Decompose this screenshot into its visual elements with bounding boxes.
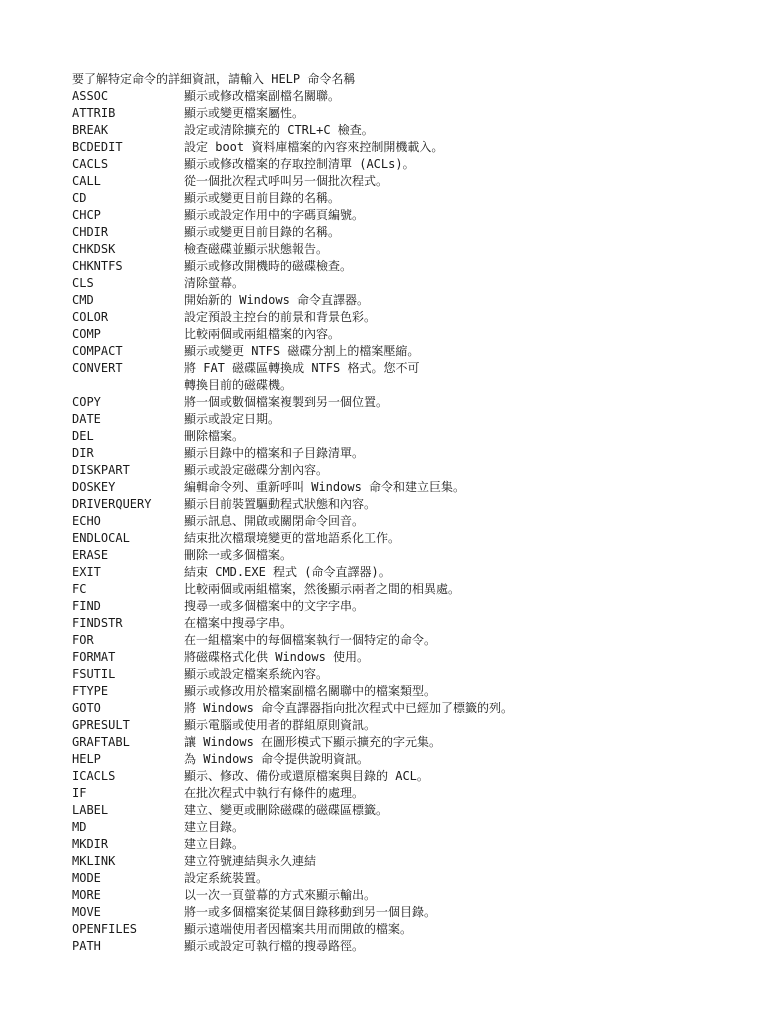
command-description	[184, 819, 752, 836]
command-name: FOR	[72, 633, 94, 647]
command-row	[72, 751, 752, 768]
command-description	[184, 513, 752, 530]
command-description	[184, 530, 752, 547]
command-name: CHCP	[72, 208, 101, 222]
command-description-line: 建立、變更或刪除磁碟的磁碟區標籤。	[184, 803, 389, 817]
command-name: COMP	[72, 327, 101, 341]
command-description	[184, 717, 752, 734]
command-description	[184, 700, 752, 717]
command-description-line: 清除螢幕。	[184, 276, 245, 290]
command-row	[72, 139, 752, 156]
command-description	[184, 751, 752, 768]
command-description	[184, 785, 752, 802]
command-row	[72, 598, 752, 615]
command-row	[72, 88, 752, 105]
command-row	[72, 513, 752, 530]
command-name: FORMAT	[72, 650, 116, 664]
command-description-line: 顯示或修改檔案副檔名關聯。	[184, 89, 341, 103]
command-name: ERASE	[72, 548, 109, 562]
command-row	[72, 768, 752, 785]
command-row	[72, 122, 752, 139]
command-description-line: 顯示或設定日期。	[184, 412, 281, 426]
command-row	[72, 887, 752, 904]
command-description-line: 從一個批次程式呼叫另一個批次程式。	[184, 174, 389, 188]
command-name: OPENFILES	[72, 922, 138, 936]
command-row	[72, 343, 752, 360]
command-name: GPRESULT	[72, 718, 130, 732]
command-name: FC	[72, 582, 87, 596]
command-description	[184, 292, 752, 309]
command-row	[72, 394, 752, 411]
command-name: CMD	[72, 293, 94, 307]
command-description	[184, 207, 752, 224]
command-name: COLOR	[72, 310, 109, 324]
command-description	[184, 190, 752, 207]
command-description	[184, 921, 752, 938]
command-description	[184, 88, 752, 105]
command-description-line: 顯示遠端使用者因檔案共用而開啟的檔案。	[184, 922, 413, 936]
command-row	[72, 649, 752, 666]
command-description-line: 搜尋一或多個檔案中的文字字串。	[184, 599, 365, 613]
command-name: CHDIR	[72, 225, 109, 239]
command-name: ENDLOCAL	[72, 531, 130, 545]
command-description	[184, 326, 752, 343]
command-name: GRAFTABL	[72, 735, 130, 749]
command-description-line: 比較兩個或兩組檔案的內容。	[184, 327, 341, 341]
command-description-line: 編輯命令列、重新呼叫 Windows 命令和建立巨集。	[184, 480, 466, 494]
command-description	[184, 343, 752, 360]
command-row	[72, 326, 752, 343]
command-description	[184, 853, 752, 870]
command-description	[184, 462, 752, 479]
command-name: ICACLS	[72, 769, 116, 783]
command-name: MD	[72, 820, 87, 834]
command-name: ASSOC	[72, 89, 109, 103]
command-name: ECHO	[72, 514, 101, 528]
command-row	[72, 734, 752, 751]
command-description-line: 顯示或修改開機時的磁碟檢查。	[184, 259, 353, 273]
command-description-line: 刪除檔案。	[184, 429, 245, 443]
command-description-line: 建立目錄。	[184, 820, 245, 834]
command-name: LABEL	[72, 803, 109, 817]
command-description	[184, 547, 752, 564]
command-description	[184, 666, 752, 683]
command-description	[184, 105, 752, 122]
command-name: CALL	[72, 174, 101, 188]
command-description	[184, 904, 752, 921]
command-description-line: 顯示目錄中的檔案和子目錄清單。	[184, 446, 365, 460]
command-name: CHKDSK	[72, 242, 116, 256]
help-document	[72, 71, 752, 955]
command-description	[184, 394, 752, 411]
command-row	[72, 275, 752, 292]
command-description-line: 讓 Windows 在圖形模式下顯示擴充的字元集。	[184, 735, 442, 749]
command-row	[72, 173, 752, 190]
command-row	[72, 292, 752, 309]
command-name: CLS	[72, 276, 94, 290]
command-row	[72, 615, 752, 632]
command-name: MOVE	[72, 905, 101, 919]
command-row	[72, 156, 752, 173]
command-name: DIR	[72, 446, 94, 460]
command-description-line: 顯示或修改用於檔案副檔名關聯中的檔案類型。	[184, 684, 437, 698]
command-description	[184, 598, 752, 615]
command-row	[72, 224, 752, 241]
command-row	[72, 819, 752, 836]
command-name: DEL	[72, 429, 94, 443]
command-description-line: 將 FAT 磁碟區轉換成 NTFS 格式。您不可	[184, 361, 420, 375]
command-description-line: 刪除一或多個檔案。	[184, 548, 293, 562]
command-description	[184, 275, 752, 292]
command-description	[184, 445, 752, 462]
command-row	[72, 632, 752, 649]
command-description	[184, 870, 752, 887]
command-row	[72, 717, 752, 734]
command-row	[72, 564, 752, 581]
command-description-line: 設定系統裝置。	[184, 871, 269, 885]
command-row	[72, 666, 752, 683]
command-name: EXIT	[72, 565, 101, 579]
command-name: CHKNTFS	[72, 259, 123, 273]
command-name: FIND	[72, 599, 101, 613]
command-description-line: 顯示訊息、開啟或關閉命令回音。	[184, 514, 365, 528]
command-row	[72, 496, 752, 513]
command-description-line: 顯示或變更檔案屬性。	[184, 106, 305, 120]
command-description	[184, 224, 752, 241]
command-description-line: 顯示目前裝置驅動程式狀態和內容。	[184, 497, 377, 511]
command-description-line: 結束批次檔環境變更的當地語系化工作。	[184, 531, 401, 545]
command-description	[184, 768, 752, 785]
command-name: GOTO	[72, 701, 101, 715]
command-row	[72, 190, 752, 207]
command-row	[72, 853, 752, 870]
command-description	[184, 496, 752, 513]
command-description	[184, 173, 752, 190]
command-name: BCDEDIT	[72, 140, 123, 154]
command-name: CACLS	[72, 157, 109, 171]
command-row	[72, 258, 752, 275]
command-description	[184, 139, 752, 156]
command-name: DATE	[72, 412, 101, 426]
command-name: PATH	[72, 939, 101, 953]
command-description-line: 將磁碟格式化供 Windows 使用。	[184, 650, 370, 664]
command-name: MKLINK	[72, 854, 116, 868]
command-description	[184, 938, 752, 955]
command-description	[184, 615, 752, 632]
command-row	[72, 802, 752, 819]
command-description-line: 顯示或修改檔案的存取控制清單 (ACLs)。	[184, 157, 415, 171]
command-description-line: 顯示、修改、備份或還原檔案與目錄的 ACL。	[184, 769, 429, 783]
command-description	[184, 258, 752, 275]
command-description-line: 建立目錄。	[184, 837, 245, 851]
command-description-line: 顯示或變更目前目錄的名稱。	[184, 225, 341, 239]
command-row	[72, 904, 752, 921]
command-description	[184, 581, 752, 598]
command-description-line: 在批次程式中執行有條件的處理。	[184, 786, 365, 800]
command-name: DRIVERQUERY	[72, 497, 152, 511]
command-description-line: 顯示或變更 NTFS 磁碟分割上的檔案壓縮。	[184, 344, 420, 358]
command-description-line: 結束 CMD.EXE 程式 (命令直譯器)。	[184, 565, 391, 579]
command-description-line: 開始新的 Windows 命令直譯器。	[184, 293, 370, 307]
command-description	[184, 122, 752, 139]
command-description	[184, 564, 752, 581]
command-description	[184, 479, 752, 496]
command-description-line: 將一或多個檔案從某個目錄移動到另一個目錄。	[184, 905, 437, 919]
command-row	[72, 411, 752, 428]
command-name: FSUTIL	[72, 667, 116, 681]
command-name: MORE	[72, 888, 101, 902]
command-row	[72, 105, 752, 122]
command-row	[72, 309, 752, 326]
command-description-line: 顯示或設定磁碟分割內容。	[184, 463, 329, 477]
command-description-line: 轉換目前的磁碟機。	[184, 378, 293, 392]
command-description	[184, 632, 752, 649]
command-description-line: 設定 boot 資料庫檔案的內容來控制開機載入。	[184, 140, 444, 154]
command-description-line: 將一個或數個檔案複製到另一個位置。	[184, 395, 389, 409]
command-name: HELP	[72, 752, 101, 766]
command-description-line: 設定預設主控台的前景和背景色彩。	[184, 310, 377, 324]
command-name: MKDIR	[72, 837, 109, 851]
command-description-line: 以一次一頁螢幕的方式來顯示輸出。	[184, 888, 377, 902]
command-name: COMPACT	[72, 344, 123, 358]
command-row	[72, 428, 752, 445]
command-description-line: 顯示或設定作用中的字碼頁編號。	[184, 208, 365, 222]
command-description-line: 檢查磁碟並顯示狀態報告。	[184, 242, 329, 256]
command-name: FTYPE	[72, 684, 109, 698]
command-row	[72, 479, 752, 496]
command-description-line: 建立符號連結與永久連結	[184, 854, 317, 868]
command-description	[184, 428, 752, 445]
command-row	[72, 581, 752, 598]
command-description	[184, 802, 752, 819]
command-description	[184, 360, 752, 394]
command-row	[72, 207, 752, 224]
command-name: CD	[72, 191, 87, 205]
command-description-line: 顯示電腦或使用者的群組原則資訊。	[184, 718, 377, 732]
command-description	[184, 241, 752, 258]
command-description	[184, 734, 752, 751]
command-description-line: 顯示或設定可執行檔的搜尋路徑。	[184, 939, 365, 953]
command-name: DOSKEY	[72, 480, 116, 494]
command-description	[184, 683, 752, 700]
command-row	[72, 547, 752, 564]
command-row	[72, 445, 752, 462]
command-row	[72, 360, 752, 394]
command-name: DISKPART	[72, 463, 130, 477]
command-row	[72, 785, 752, 802]
command-description	[184, 887, 752, 904]
command-name: BREAK	[72, 123, 109, 137]
command-description	[184, 411, 752, 428]
command-description-line: 顯示或變更目前目錄的名稱。	[184, 191, 341, 205]
command-name: CONVERT	[72, 361, 123, 375]
command-description-line: 顯示或設定檔案系統內容。	[184, 667, 329, 681]
command-row	[72, 683, 752, 700]
command-name: MODE	[72, 871, 101, 885]
command-description-line: 在檔案中搜尋字串。	[184, 616, 293, 630]
command-description	[184, 836, 752, 853]
command-description-line: 設定或清除擴充的 CTRL+C 檢查。	[184, 123, 374, 137]
command-description-line: 將 Windows 命令直譯器指向批次程式中已經加了標籤的列。	[184, 701, 514, 715]
command-description-line: 比較兩個或兩組檔案，然後顯示兩者之間的相異處。	[184, 582, 461, 596]
command-row	[72, 530, 752, 547]
command-row	[72, 870, 752, 887]
command-list	[72, 88, 752, 955]
command-row	[72, 700, 752, 717]
command-description-line: 在一組檔案中的每個檔案執行一個特定的命令。	[184, 633, 437, 647]
command-row	[72, 836, 752, 853]
command-description	[184, 156, 752, 173]
command-description	[184, 309, 752, 326]
command-row	[72, 241, 752, 258]
command-row	[72, 938, 752, 955]
command-name: ATTRIB	[72, 106, 116, 120]
command-description	[184, 649, 752, 666]
command-description-line: 為 Windows 命令提供說明資訊。	[184, 752, 370, 766]
command-row	[72, 921, 752, 938]
command-name: FINDSTR	[72, 616, 123, 630]
help-header-text: 要了解特定命令的詳細資訊，請輸入 HELP 命令名稱	[72, 72, 356, 86]
command-row	[72, 462, 752, 479]
command-name: COPY	[72, 395, 101, 409]
command-name: IF	[72, 786, 87, 800]
